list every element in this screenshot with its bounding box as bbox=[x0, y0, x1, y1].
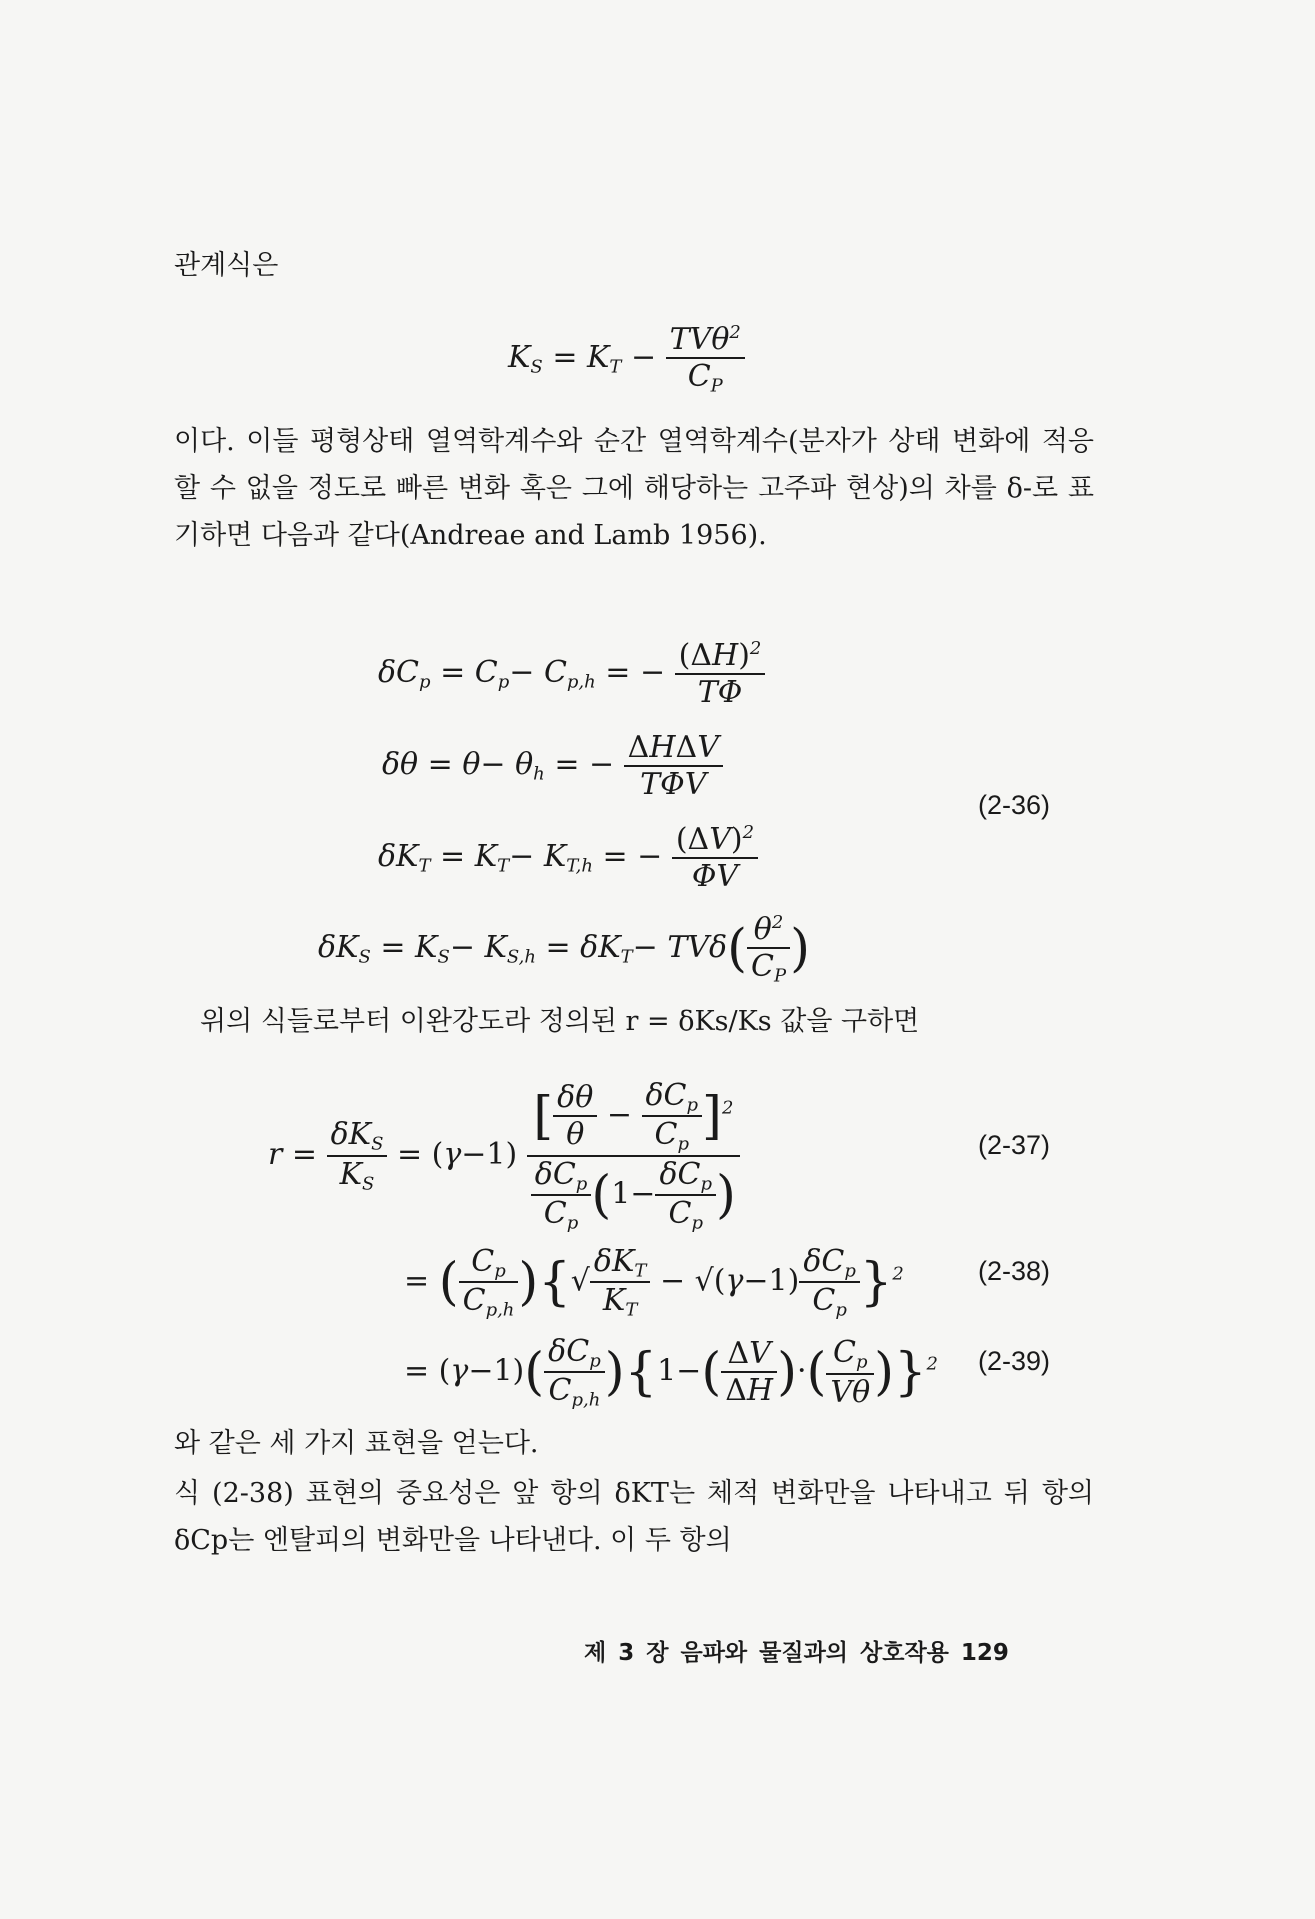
equation-relaxation-r: r = $\frac{\delta K_S}{K_S}$ = (γ−1) [ $\frac{\delta\theta}{\theta}$ − $\frac{\delta C_p}{C_p}$ ]$^2$ $\frac{\delta C_p}{C_p}$ (1− $\frac{\delta C_p}{C_p}$ ) bbox=[268, 1078, 740, 1234]
equation-ks: $K_S = K_T$ − $\frac{TV\theta^2}{C_P}$ bbox=[508, 322, 745, 396]
paragraph-relaxation-strength: 위의 식들로부터 이완강도라 정의된 r = δKs/Ks 값을 구하면 bbox=[200, 1006, 920, 1037]
equation-delta-theta: $\delta\theta = \theta- \theta_h$ = − $\frac{\text{ΔHΔV}}{\text{TΦV}}$ bbox=[382, 730, 723, 802]
page-footer bbox=[584, 1634, 1009, 1667]
intro-text: 관계식은 bbox=[174, 250, 279, 281]
paragraph-three-expressions: 와 같은 세 가지 표현을 얻는다. bbox=[174, 1428, 539, 1459]
equation-2-38: = ( $\frac{C_p}{C_{p,h}}$ ){√ $\frac{\delta K_T}{K_T}$ − √(γ−1) $\frac{\delta C_p}{C_p}$ }$^2$ bbox=[404, 1244, 904, 1321]
equation-number-2-38: (2-38) bbox=[978, 1256, 1051, 1286]
equation-number-2-39: (2-39) bbox=[978, 1346, 1051, 1376]
paragraph-thermo-coefficients: 이다. 이들 평형상태 열역학계수와 순간 열역학계수(분자가 상태 변화에 적응할 수 없을 정도로 빠른 변화 혹은 그에 해당하는 고주파 현상)의 차를 δ-로 표기하면 다음과 같다(Andreae and Lamb 1956). bbox=[174, 426, 1094, 551]
equation-number-2-37: (2-37) bbox=[978, 1130, 1051, 1160]
paragraph-eq-2-38-significance: 식 (2-38) 표현의 중요성은 앞 항의 δKT는 체적 변화만을 나타내고 뒤 항의 δCp는 엔탈피의 변화만을 나타낸다. 이 두 항의 bbox=[174, 1478, 1094, 1556]
equation-2-39: = (γ−1)( $\frac{\delta C_p}{C_{p,h}}$ ){1−( $\frac{\Delta V}{\Delta H}$ )·( $\frac{C_p}{V\theta}$ )}$^2$ bbox=[404, 1334, 938, 1411]
equation-delta-ks: $\delta K_S = K_S- K_{S,h} = \delta K_T- TV\delta$( $\frac{\theta^2}{C_P}$ ) bbox=[318, 912, 810, 987]
page-number: 129 bbox=[960, 1640, 1009, 1666]
equation-number-2-36: (2-36) bbox=[978, 790, 1051, 820]
footer-title: 음파와 물질과의 상호작용 bbox=[680, 1640, 949, 1666]
footer-chapter: 제 3 장 bbox=[584, 1640, 669, 1666]
equation-delta-cp: $\delta C_p = C_p- C_{p,h}$ = − $\frac{(\Delta H)^2}{T\Phi}$ bbox=[378, 638, 765, 710]
equation-delta-kt: $\delta K_T = K_T- K_{T,h}$ = − $\frac{(\Delta V)^2}{\Phi V}$ bbox=[378, 822, 758, 894]
